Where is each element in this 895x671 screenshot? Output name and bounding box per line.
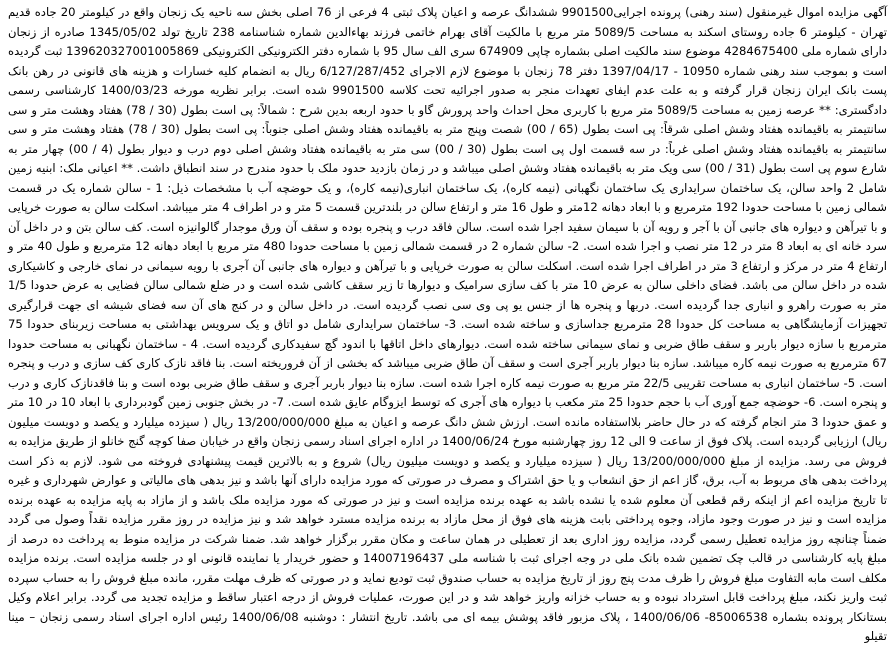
auction-notice-text: آگهی مزایده اموال غیرمنقول (سند رهنی) پرونده اجرایی9901500 ششدانگ عرصه و اعیان پلاک ثبتی 4 فرعی از 76 اصلی بخش سه ناحیه یک زنجان واقع در کیلومتر 20 جاده قدیم تهران - کیلومتر 6 جاده روستای اسکند به مساحت 5089/5 متر مربع با مالکیت آقای بهرام خاتمی فرزند بهاءالدین شماره شناسنامه 238 تاریخ تولد 1345/05/02 صادره از زنجان دارای شماره ملی 4284675400 موضوع سند مالکیت اصلی بشماره چاپی 674909 سری الف سال 95 با شماره دفتر الکترونیکی الکترونیکی 139620327001005869 ثبت گردیده است و بموجب سند رهنی شماره 10950 - 1397/04/17 دفتر 78 زنجان با موضوع لازم الاجرای 6/127/287/452 ریال به انضمام کلیه خسارات و هزینه های قانونی در رهن بانک پست بانک ایران زنجان قرار گرفته و به علت عدم ایفای تعهدات منجر به صدور اجرائیه تحت کلاسه 9901500 شده است. برابر نظریه مورخه 1400/03/23 کارشناسی رسمی دادگستری: ** عرصه زمین به مساحت 5089/5 متر مربع با کاربری محل احداث واحد پرورش گاو با حدود اربعه بدین شرح : شمالاً: پی است بطول (30 / 78) هفتاد وهشت متر و سی سانتیمتر به باقیمانده هفتاد وشش اصلی شرقاً: پی است بطول (65 / 00) شصت وپنج متر به باقیمانده هفتاد وشش اصلی جنوباً: پی است بطول (30 / 78) هفتاد وهشت متر و سی سانتیمتر به باقیمانده هفتاد وشش اصلی غرباً: در سه قسمت اول پی است بطول (30 / 00) سی متر به باقیمانده هفتاد وشش اصلی دوم درب و دیوار بطول (4 / 00) چهار متر به شارع سوم پی است بطول (31 / 00) سی ویک متر به باقیمانده هفتاد وشش اصلی میباشد و در زمان بازدید حدود ملک با حدود مندرج در سند انطباق داشت. ** اعیانی ملک: ابنیه زمین شامل 2 واحد سالن، یک ساختمان سرایداری یک ساختمان نگهبانی (نیمه کاره)، یک ساختمان انباری(نیمه کاره)، و یک حوضچه آب با مشخصات ذیل: 1 - سالن شماره یک در قسمت شمالی زمین با مساحت حدودا 192 مترمربع و با ابعاد دهانه 12متر و طول 16 متر و ارتفاع سالن در بلندترین قسمت 5 متر و در اطراف 4 متر میباشد. اسکلت سالن به صورت خرپایی و با تیرآهن و دیواره های جانبی آن با آجر و رویه آن با سیمان سفید اجرا شده است. سالن فاقد درب و پنجره بوده و سقف آن ورق موجدار گالوانیزه است. کف سالن بتن و در داخل آن سرد خانه ای به ابعاد 8 متر در 12 متر نصب و اجرا شده است. 2- سالن شماره 2 در قسمت شمالی زمین با مساحت حدودا 480 متر مربع با ابعاد دهانه 12 مترمربع و طول 40 متر و ارتفاع 4 متر در مرکز و ارتفاع 3 متر در اطراف اجرا شده است. اسکلت سالن به صورت خرپایی و با تیرآهن و دیواره های جانبی آن آجری با رویه سیمانی در نمای خارجی و کاشیکاری شده در داخل سالن می باشد. فضای داخلی سالن به عرض 10 متر با کف سازی سرامیک و دیوارها تا زیر سقف کاشی شده است و در ضلع شمالی سالن فضایی به عرض حدودا 1/5 متر به صورت راهرو و انباری جدا گردیده است. دربها و پنجره ها از جنس یو پی وی سی نصب گردیده است. در داخل سالن و در کنج های آن سه فضای شیشه ای جهت قرارگیری تجهیزات آزمایشگاهی به مساحت کل حدودا 28 مترمربع جداسازی و ساخته شده است. 3- ساختمان سرایداری شامل دو اتاق و یک سرویس بهداشتی به مساحت زیربنای حدودا 75 مترمربع با سازه دیوار باربر و سقف طاق ضربی و نمای سیمانی ساخته شده است. دیوارهای داخل اتاقها با اندود گچ سفیدکاری گردیده است. 4 - ساختمان نگهبانی به مساحت حدودا 67 مترمربع به صورت نیمه کاره میباشد. سازه بنا دیوار باربر آجری است و سقف آن طاق ضربی میباشد که بخشی از آن فروریخته است. بنا فاقد نازک کاری کف سازی و درب و پنجره است. 5- ساختمان انباری به مساحت تقریبی 22/5 متر مربع به صورت نیمه کاره اجرا شده است. سازه بنا دیوار باربر آجری و سقف طاق ضربی بوده است و بنا فاقدنازک کاری و درب و پنجره است. 6- حوضچه جمع آوری آب با حجم حدودا 25 متر مکعب با دیواره های آجری که توسط ایزوگام عایق شده است. 7- در بخش جنوبی زمین گودبرداری با ابعاد 10 در 10 متر و عمق حدودا 3 متر انجام گرفته که در حال حاضر بلااستفاده مانده است. ارزش شش دانگ عرصه و اعیان به مبلغ 13/200/000/000 ریال ( سیزده میلیارد و یکصد و دویست میلیون ریال) ارزیابی گردیده است. پلاک فوق از ساعت 9 الی 12 روز چهارشنبه مورخ 1400/06/24 در اداره اجرای اسناد رسمی زنجان واقع در خیابان صفا کوچه گنج خانلو از طریق مزایده به فروش می رسد. مزایده از مبلغ 13/200/000/000 ریال ( سیزده میلیارد و یکصد و دویست میلیون ریال) شروع و به بالاترین قیمت پیشنهادی فروخته می شود. لازم به ذکر است پرداخت بدهی های مربوط به آب، برق، گاز اعم از حق انشعاب و یا حق اشتراک و مصرف در صورتی که مورد مزایده دارای آنها باشد و نیز بدهی های مالیاتی و عوارض شهرداری و غیره تا تاریخ مزایده اعم از اینکه رقم قطعی آن معلوم شده یا نشده باشد به عهده برنده مزایده است و نیز در صورتی که مورد مزایده ملک باشد و از مازاد به پایه مزایده به عهده برنده مزایده است و نیز در صورت وجود مازاد، وجوه پرداختی بابت هزینه های فوق از محل مازاد به برنده مزایده مسترد خواهد شد و نیز مزایده در روز مقرر مزایده نقداً وصول می گردد ضمناً چنانچه روز مزایده تعطیل رسمی گردد، مزایده روز اداری بعد از تعطیلی در همان ساعت و مکان مقرر برگزار خواهد شد. ضمنا شرکت در مزایده منوط به پرداخت ده درصد از مبلغ پایه کارشناسی در قالب چک تضمین شده بانک ملی در وجه اجرای ثبت با شناسه ملی 14007196437 و حضور خریدار یا نماینده قانونی او در جلسه مزایده است. برنده مزایده مکلف است مابه التفاوت مبلغ فروش را ظرف مدت پنج روز از تاریخ مزایده به حساب صندوق ثبت تودیع نماید و در صورتی که ظرف مهلت مقرر، مانده مبلغ فروش را به حساب سپرده ثبت واریز نکند، مبلغ پرداخت قابل استرداد نبوده و به حساب خزانه واریز خواهد شد و در این صورت، عملیات فروش از درجه اعتبار ساقط و مزایده تجدید می گردد. برابر اعلام وکیل بستانکار پرونده بشماره 85006538- 1400/06/06 ، پلاک مزبور فاقد پوشش بیمه ای می باشد. تاریخ انتشار : دوشنبه 1400/06/08 رئیس اداره اجرای اسناد رسمی زنجان – مینا تقیلو (7, 5, 888, 643)
